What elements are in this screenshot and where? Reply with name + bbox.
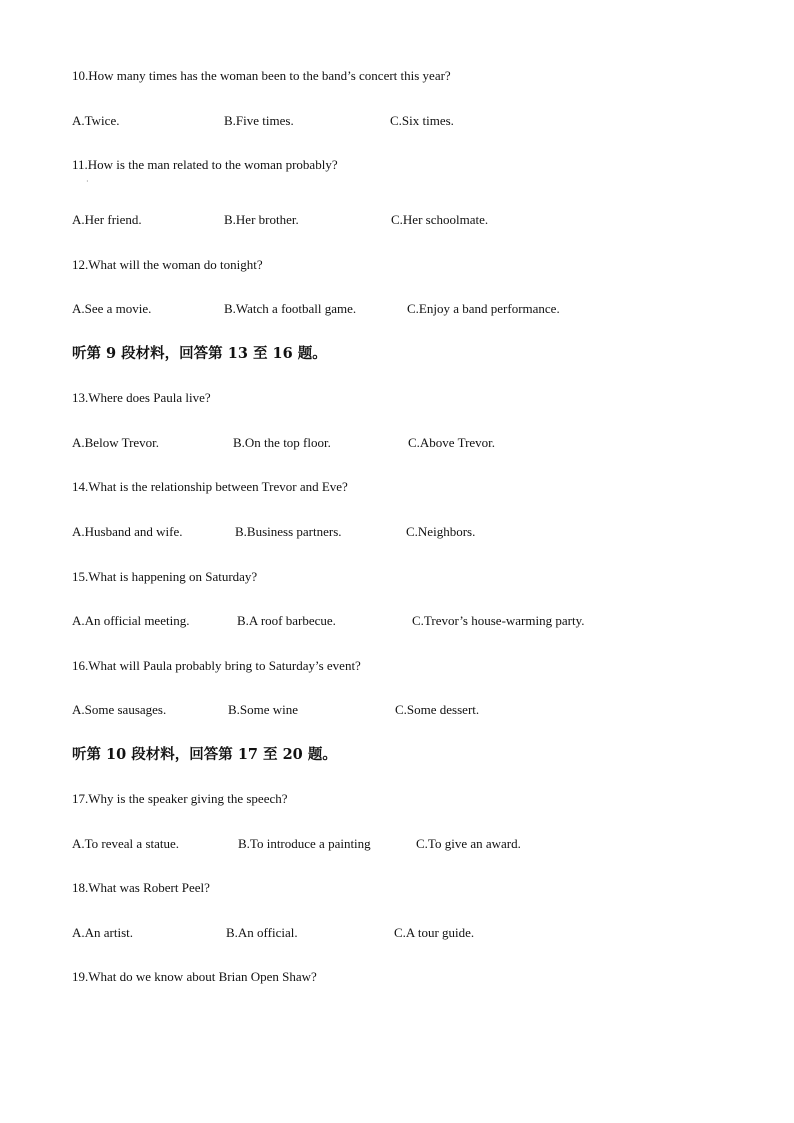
stray-mark: · <box>86 177 89 186</box>
question-13: 13.Where does Paula live? <box>72 390 211 405</box>
q15-option-b: B.A roof barbecue. <box>237 613 336 628</box>
q16-option-a: A.Some sausages. <box>72 702 167 717</box>
q13-option-a: A.Below Trevor. <box>72 435 160 450</box>
q11-option-b: B.Her brother. <box>224 212 299 227</box>
question-19: 19.What do we know about Brian Open Shaw? <box>72 969 317 984</box>
q10-option-b: B.Five times. <box>224 113 294 128</box>
q12-option-a: A.See a movie. <box>72 301 152 316</box>
section-heading-9: 听第 9 段材料，回答第 13 至 16 题。 <box>72 345 327 362</box>
q17-option-b: B.To introduce a painting <box>238 836 371 851</box>
q13-option-b: B.On the top floor. <box>233 435 331 450</box>
question-18: 18.What was Robert Peel? <box>72 880 210 895</box>
question-14: 14.What is the relationship between Trevor and Eve? <box>72 479 348 494</box>
q17-option-c: C.To give an award. <box>416 836 521 851</box>
q17-option-a: A.To reveal a statue. <box>72 836 180 851</box>
q12-option-c: C.Enjoy a band performance. <box>407 301 560 316</box>
q11-option-a: A.Her friend. <box>72 212 142 227</box>
q14-option-b: B.Business partners. <box>235 524 342 539</box>
section-heading-10: 听第 10 段材料，回答第 17 至 20 题。 <box>72 746 337 763</box>
q18-option-b: B.An official. <box>226 925 298 940</box>
question-16: 16.What will Paula probably bring to Saturday’s event? <box>72 658 361 673</box>
question-11: 11.How is the man related to the woman probably? <box>72 157 338 172</box>
question-12: 12.What will the woman do tonight? <box>72 257 263 272</box>
q18-option-c: C.A tour guide. <box>394 925 475 940</box>
question-15: 15.What is happening on Saturday? <box>72 569 258 584</box>
q15-option-a: A.An official meeting. <box>72 613 190 628</box>
q16-option-c: C.Some dessert. <box>395 702 480 717</box>
q14-option-c: C.Neighbors. <box>406 524 476 539</box>
q10-option-a: A.Twice. <box>72 113 120 128</box>
q14-option-a: A.Husband and wife. <box>72 524 183 539</box>
question-10: 10.How many times has the woman been to the band’s concert this year? <box>72 68 451 83</box>
q12-option-b: B.Watch a football game. <box>224 301 357 316</box>
q11-option-c: C.Her schoolmate. <box>391 212 489 227</box>
q18-option-a: A.An artist. <box>72 925 134 940</box>
q10-option-c: C.Six times. <box>390 113 454 128</box>
q15-option-c: C.Trevor’s house-warming party. <box>412 613 585 628</box>
question-17: 17.Why is the speaker giving the speech? <box>72 791 288 806</box>
q16-option-b: B.Some wine <box>228 702 299 717</box>
q13-option-c: C.Above Trevor. <box>408 435 496 450</box>
